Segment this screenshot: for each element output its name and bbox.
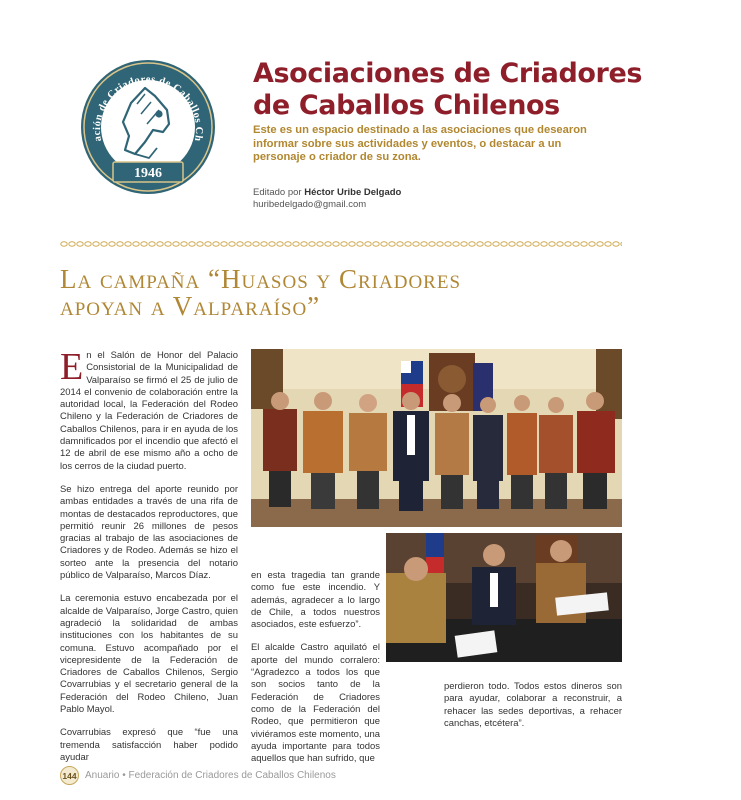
seal-text: ación de Criadores de Caballos Ch: [91, 74, 205, 143]
paragraph: en esta tragedia tan grande como fue este incendio. Y además, agradecer a lo largo de Chile, a todos nuestros asociados, este esfuerzo”.: [251, 570, 380, 631]
article-title-line1: La campaña “Huasos y Criadores: [60, 264, 462, 294]
seal-graphic: [79, 58, 217, 196]
paragraph: Covarrubias expresó que “fue una tremenda satisfacción haber podido ayudar: [60, 727, 238, 763]
article-title: [60, 266, 620, 320]
section-title-line2: de Caballos Chilenos: [253, 90, 560, 121]
editor-credit: [253, 187, 401, 199]
group-photo: [251, 349, 622, 527]
paragraph-text: n el Salón de Honor del Palacio Consistorial de la Municipalidad de Valparaíso se firmó el 25 de julio de 2014 el convenio de colaboración entre la autoridad local, la Federación del Rodeo Chileno y la Federación de Criadores de Caballos Chilenos, para ir en ayuda de los damnificados por el incendio que afectó el 12 de abril de ese mismo año a ocho de los cerros de la ciudad puerto.: [60, 350, 238, 472]
federation-seal-logo: [79, 58, 217, 196]
paragraph: La ceremonia estuvo encabezada por el alcalde de Valparaíso, Jorge Castro, quien agradeció la solidaridad de ambas instituciones con los habitantes de su comuna. Estuvo acompañado por el vicepresidente de la Federación de Criadores de Caballos Chilenos, Sergio Covarrubias y el secretario general de la Federación del Rodeo Chileno, Juan Pablo Mayol.: [60, 593, 238, 716]
section-subtitle: Este es un espacio destinado a las asociaciones que desearon informar sobre sus actividades y eventos, o destacar a un personaje o criador de su zona.: [253, 124, 587, 163]
editor-email: huribedelgado@gmail.com: [253, 199, 367, 210]
paragraph: [60, 346, 238, 473]
article-column-3: [444, 681, 622, 741]
page-number: 144: [60, 766, 79, 785]
seal-year: 1946: [134, 166, 162, 181]
article-title-line2: apoyan a Valparaíso”: [60, 291, 321, 321]
article-column-2: [251, 570, 380, 776]
paragraph: perdieron todo. Todos estos dineros son para ayudar, colaborar a reconstruir, a rehacer las sedes deportivas, a rehacer canchas, etcétera”.: [444, 681, 622, 729]
article-column-1: [60, 346, 238, 775]
section-title-line1: Asociaciones de Criadores: [253, 58, 643, 89]
section-title: [253, 58, 673, 122]
editor-name: Héctor Uribe Delgado: [304, 187, 402, 198]
paragraph: Se hizo entrega del aporte reunido por ambas entidades a través de una rifa de montas de destacados reproductores, que permitió reunir 26 millones de pesos gracias al trabajo de las asociaciones de Criadores y de Rodeo. Además se hizo el sorteo ante la presencia del notario público de Valparaíso, Marcos Díaz.: [60, 483, 238, 582]
edited-by-label: Editado por: [253, 187, 302, 198]
signing-photo: [386, 533, 622, 662]
drop-cap: E: [60, 346, 84, 388]
page-footer: [60, 766, 336, 785]
paragraph: El alcalde Castro aquilató el aporte del mundo corralero: “Agradezco a todos los que son socios tanto de la Federación de Criadores como de la Federación del Rodeo, que permitieron que viviéramos este momento, una ayuda importante para todos aquellos que han sufrido, que: [251, 642, 380, 765]
ornamental-divider: [60, 240, 622, 248]
footer-text: Anuario • Federación de Criadores de Caballos Chilenos: [85, 770, 336, 781]
